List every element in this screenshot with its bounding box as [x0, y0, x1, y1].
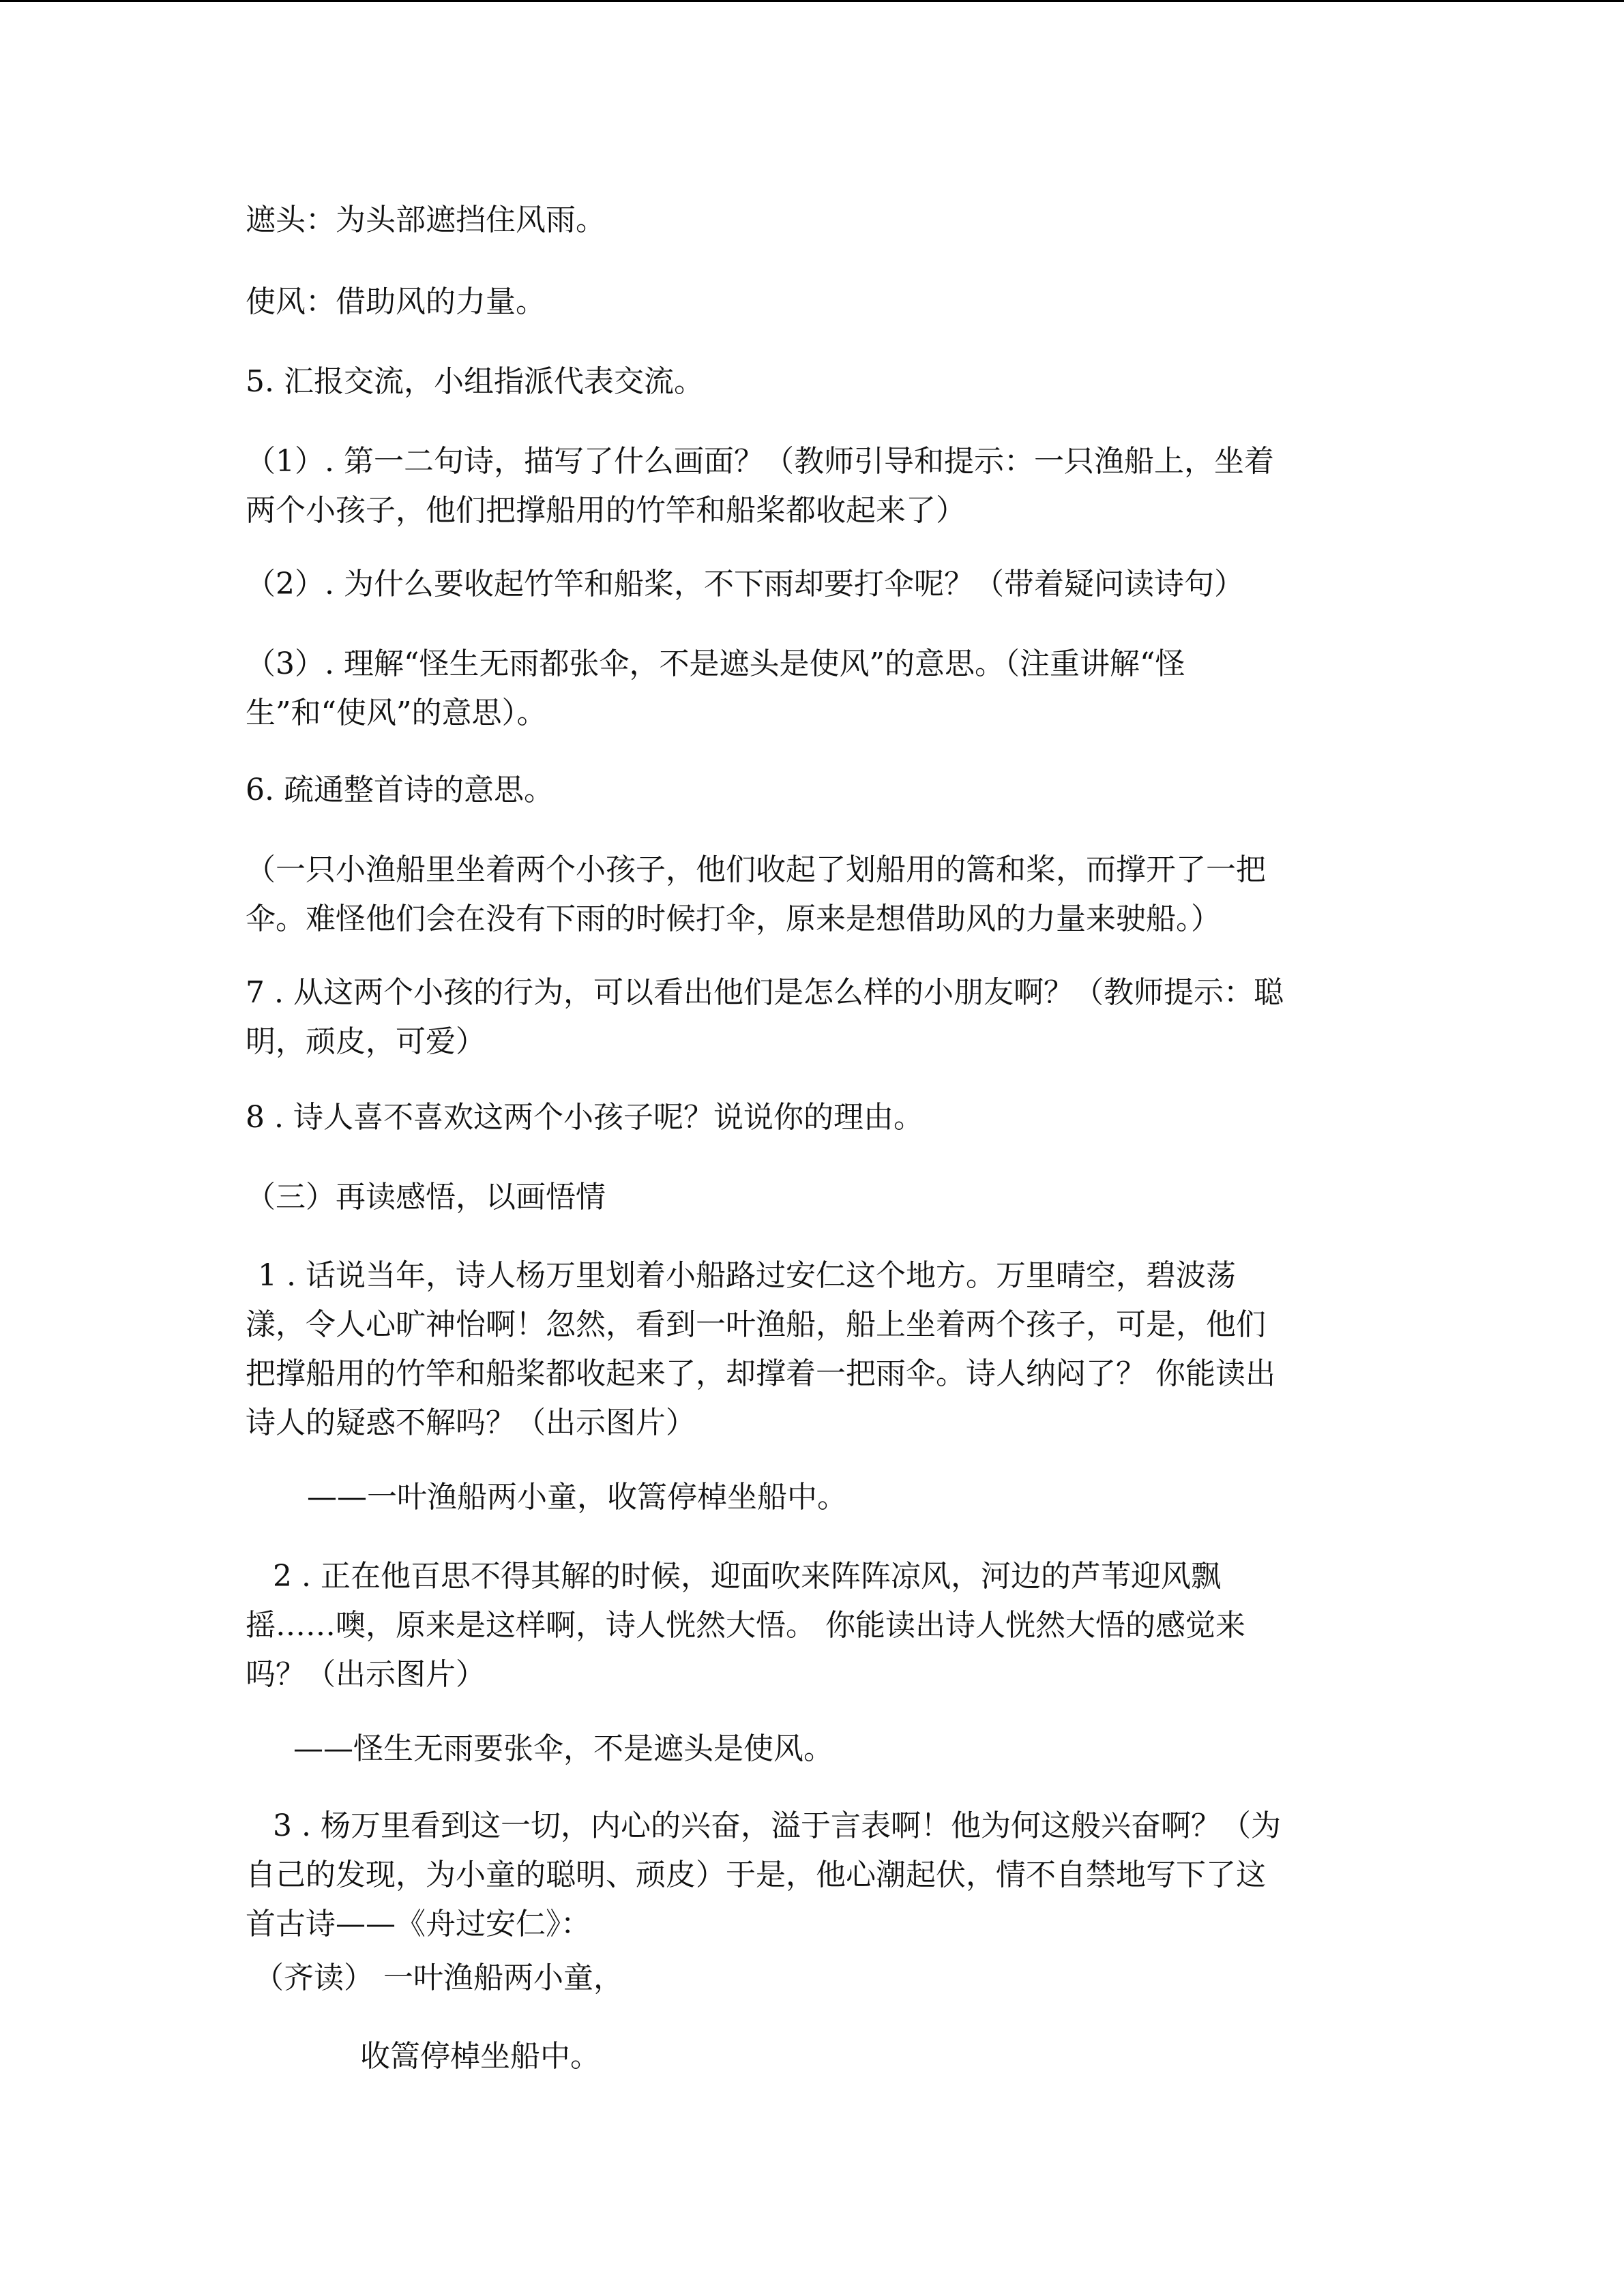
text-line: 使风：借助风的力量。 [246, 284, 546, 319]
text-line: 明，顽皮，可爱） [246, 1024, 486, 1059]
text-line: 诗人的疑惑不解吗？（出示图片） [246, 1405, 696, 1440]
text-line: 生”和“使风”的意思）。 [246, 696, 547, 730]
text-line: （3）. 理解“怪生无雨都张伞，不是遮头是使风”的意思。（注重讲解“怪 [246, 646, 1185, 681]
text-line: 3 . 杨万里看到这一切，内心的兴奋，溢于言表啊！他为何这般兴奋啊？（为 [273, 1808, 1281, 1843]
text-line: （三）再读感悟，以画悟情 [246, 1180, 606, 1214]
text-line: 遮头：为头部遮挡住风雨。 [246, 203, 606, 237]
text-line: 8 . 诗人喜不喜欢这两个小孩子呢？说说你的理由。 [246, 1100, 924, 1135]
text-line: （2）. 为什么要收起竹竿和船桨，不下雨却要打伞呢？（带着疑问读诗句） [246, 567, 1244, 601]
text-line: （1）. 第一二句诗，描写了什么画面？（教师引导和提示：一只渔船上，坐着 [246, 444, 1274, 479]
text-line: 漾，令人心旷神怡啊！忽然，看到一叶渔船，船上坐着两个孩子，可是，他们 [246, 1307, 1266, 1342]
text-line: 5. 汇报交流，小组指派代表交流。 [246, 364, 704, 399]
text-line: 吗？（出示图片） [246, 1657, 486, 1692]
text-line: 首古诗——《舟过安仁》： [246, 1907, 591, 1941]
text-line: （齐读） 一叶渔船两小童， [254, 1960, 623, 1995]
top-border [0, 0, 1624, 2]
text-line: （一只小渔船里坐着两个小孩子，他们收起了划船用的篙和桨，而撑开了一把 [246, 852, 1266, 887]
text-line: 6. 疏通整首诗的意思。 [246, 773, 554, 807]
text-line: 摇……噢，原来是这样啊，诗人恍然大悟。 你能读出诗人恍然大悟的感觉来 [246, 1608, 1245, 1643]
text-line: 收篙停棹坐船中。 [360, 2039, 600, 2074]
text-line: 1 . 话说当年，诗人杨万里划着小船路过安仁这个地方。万里晴空，碧波荡 [258, 1258, 1236, 1293]
text-line: 把撑船用的竹竿和船桨都收起来了，却撑着一把雨伞。诗人纳闷了？ 你能读出 [246, 1356, 1275, 1391]
text-line: 伞。难怪他们会在没有下雨的时候打伞，原来是想借助风的力量来驶船。） [246, 901, 1221, 936]
text-line: 自己的发现，为小童的聪明、顽皮）于是，他心潮起伏，情不自禁地写下了这 [246, 1858, 1266, 1892]
text-line: 7 . 从这两个小孩的行为，可以看出他们是怎么样的小朋友啊？（教师提示：聪 [246, 975, 1284, 1010]
text-line: ——一叶渔船两小童，收篙停棹坐船中。 [307, 1480, 847, 1515]
text-line: ——怪生无雨要张伞，不是遮头是使风。 [293, 1731, 833, 1766]
text-line: 两个小孩子，他们把撑船用的竹竿和船桨都收起来了） [246, 493, 966, 528]
text-line: 2 . 正在他百思不得其解的时候，迎面吹来阵阵凉风，河边的芦苇迎风飘 [273, 1559, 1221, 1594]
